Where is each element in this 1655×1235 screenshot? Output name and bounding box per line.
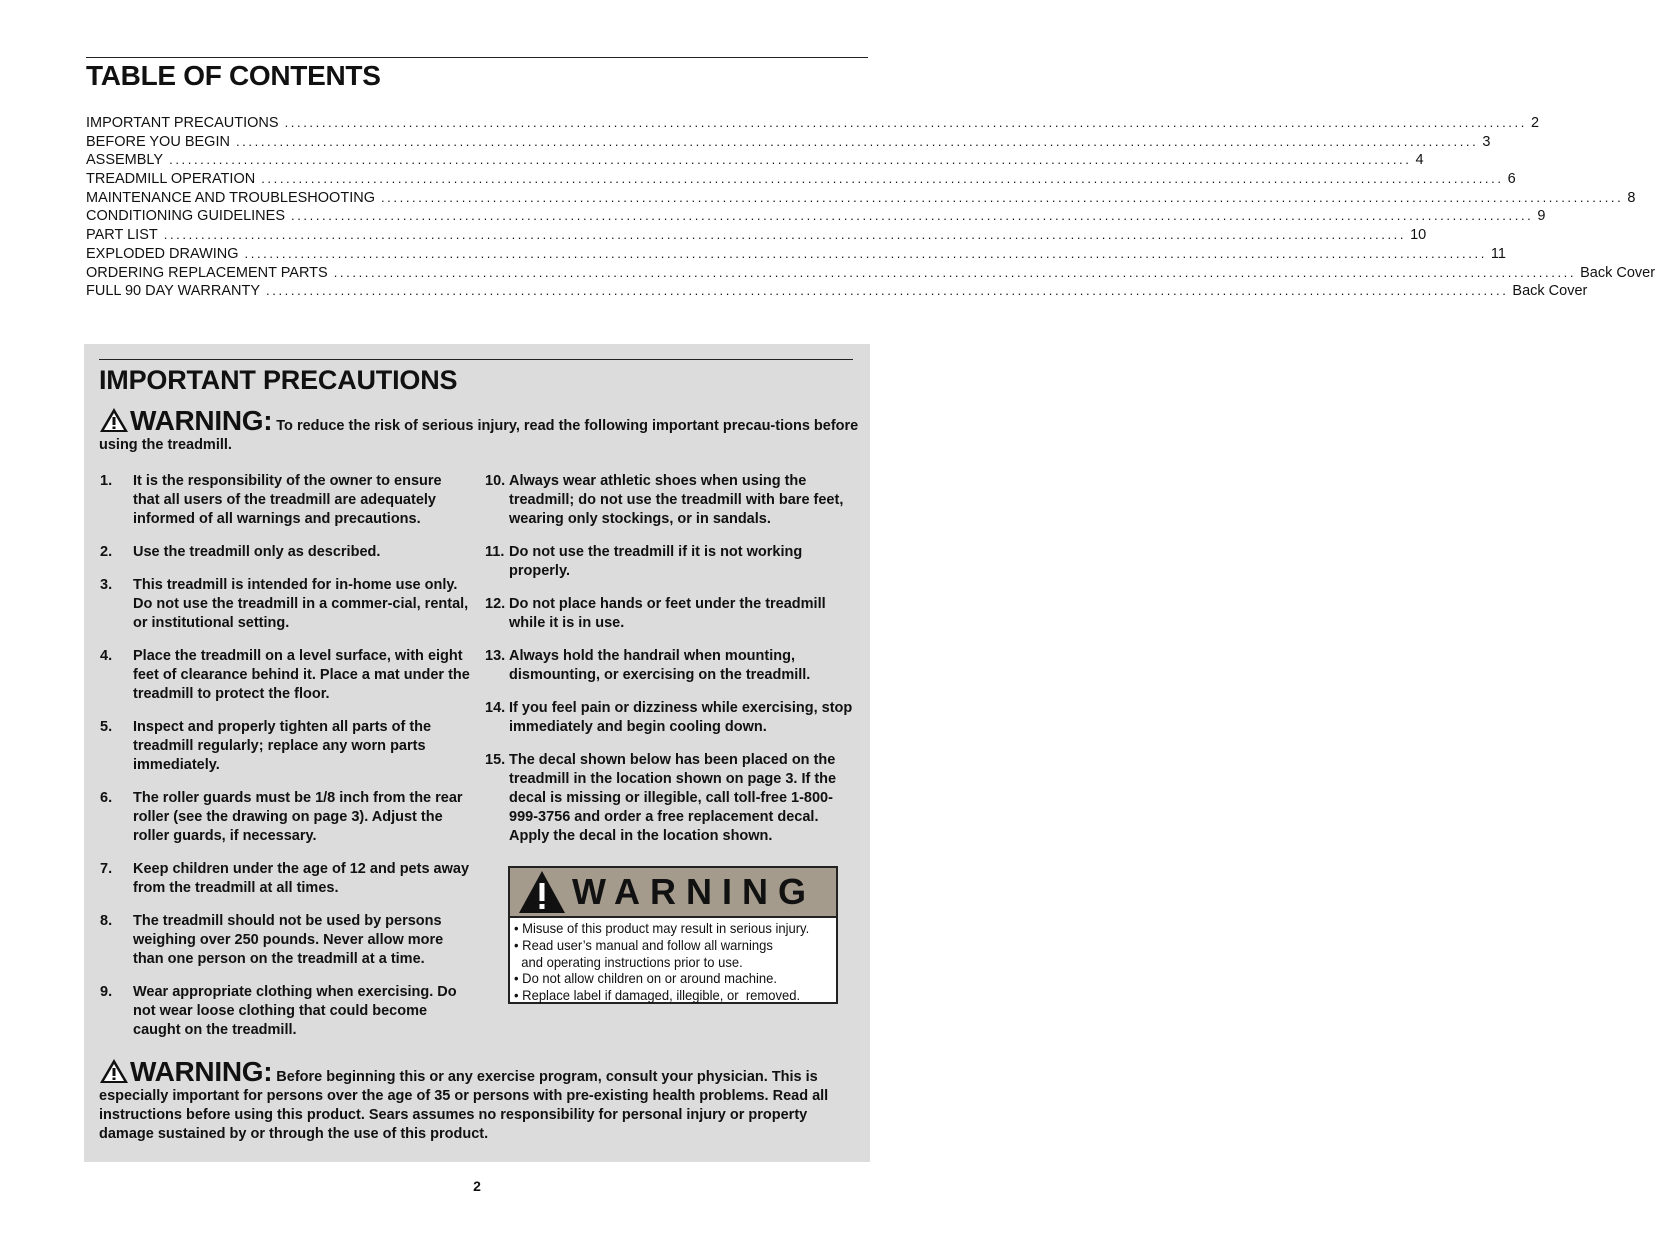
toc-entry [86,207,1546,226]
toc-entry-label: ORDERING REPLACEMENT PARTS [86,264,328,281]
precaution-number: 14. [485,700,506,716]
toc-entry-page: Back Cover [1580,264,1655,281]
warning-triangle-icon [99,407,129,433]
precaution-item [485,543,855,581]
decal-line: • Do not allow children on or around machine. [514,970,777,987]
decal-line: • Misuse of this product may result in serious injury. [514,920,810,936]
precaution-text: Place the treadmill on a level surface, with eight feet of clearance behind it. Place a mat under the treadmill to protect the floor. [133,648,470,702]
toc-entry-label: CONDITIONING GUIDELINES [86,208,285,225]
warning-label: WARNING: [130,1056,273,1087]
toc-entry [86,245,1506,264]
toc-entry [86,189,1636,208]
toc-dot-leader: ........................................................................................................................................................................................................ [261,171,1504,187]
precaution-text: If you feel pain or dizziness while exercising, stop immediately and begin cooling down. [509,700,853,735]
precaution-number: 6. [100,790,113,806]
precaution-item [485,472,855,529]
toc-title: TABLE OF CONTENTS [86,60,381,91]
precaution-text: Wear appropriate clothing when exercising. Do not wear loose clothing that could become caught on the treadmill. [133,984,457,1038]
precaution-item [98,472,472,529]
precaution-item [98,576,472,633]
precaution-item [485,699,855,737]
toc-entry [86,226,1427,245]
toc-entry-label: ASSEMBLY [86,152,164,169]
precautions-rule [99,359,853,360]
precaution-number: 4. [100,648,113,664]
warning-physician-text: Before beginning this or any exercise program, consult your physician. This is especially important for persons over the age of 35 or persons with pre-existing health problems. Read all instructions before using this product. Sears assumes no responsibility for personal injury or property damage sustained by or through the use of this product. [99,1069,829,1142]
warning-triangle-icon [99,1058,129,1084]
precaution-item [98,860,472,898]
precaution-number: 5. [100,719,113,735]
precaution-number: 15. [485,752,506,768]
toc-dot-leader: ........................................................................................................................................................................................................ [163,227,1407,243]
precaution-item [98,647,472,704]
toc-entry-page: 6 [1507,171,1516,188]
precaution-text: Always hold the handrail when mounting, dismounting, or exercising on the treadmill. [509,648,811,683]
toc-entry [86,133,1491,152]
warning-decal [508,866,838,1004]
toc-list [86,114,1655,301]
precaution-number: 9. [100,984,113,1000]
warning-intro-text: To reduce the risk of serious injury, read the following important precau-tions before using the treadmill. [99,418,859,453]
precaution-number: 11. [485,544,505,560]
precaution-number: 2. [100,544,113,560]
toc-entry-page: 2 [1530,115,1540,131]
precaution-number: 8. [100,913,113,929]
precaution-number: 10. [485,473,506,489]
toc-dot-leader: ........................................................................................................................................................................................................ [380,189,1624,205]
toc-entry-label: BEFORE YOU BEGIN [86,133,230,150]
precaution-item [98,718,472,775]
toc-entry [86,282,1588,301]
decal-header [510,868,836,918]
precaution-text: The roller guards must be 1/8 inch from the rear roller (see the drawing on page 3). Adjust the roller guards, if necessary. [133,790,463,844]
toc-dot-leader: ........................................................................................................................................................................................................ [235,133,1479,149]
precaution-text: The treadmill should not be used by persons weighing over 250 pounds. Never allow more than one person on the treadmill at a time. [133,913,444,967]
toc-dot-leader: ........................................................................................................................................................................................................ [266,283,1509,299]
decal-heading: WARNING [572,871,816,912]
toc-entry-label: IMPORTANT PRECAUTIONS [86,115,279,131]
toc-entry-label: EXPLODED DRAWING [86,245,239,262]
precaution-item [485,595,855,633]
toc-entry-page: 10 [1410,227,1427,244]
precaution-number: 3. [100,577,113,593]
decal-line: • Replace label if damaged, illegible, or removed. [514,987,801,1004]
toc-entry-label: FULL 90 DAY WARRANTY [86,283,261,300]
precaution-text: Always wear athletic shoes when using the treadmill; do not use the treadmill with bare feet, wearing only stockings, or in sandals. [509,473,844,527]
precaution-item [485,751,855,846]
toc-entry-page: 8 [1627,189,1636,206]
toc-entry [86,151,1424,170]
precaution-number: 12. [485,596,506,612]
precaution-number: 1. [100,473,113,489]
precaution-item [485,647,855,685]
page-number: 2 [473,1178,481,1194]
toc-entry-page: 4 [1415,152,1424,169]
toc-entry [86,170,1516,189]
precaution-text: Use the treadmill only as described. [133,544,381,560]
warning-intro [99,407,859,455]
toc-dot-leader: ........................................................................................................................................................................................................ [284,115,1527,130]
precaution-text: The decal shown below has been placed on the treadmill in the location shown on page 3. If the decal is missing or illegible, call toll-free 1-800-999-3756 and order a free replacement decal. Apply the decal in the location shown. [509,752,837,844]
decal-line: and operating instructions prior to use. [514,953,743,970]
toc-entry-page: 11 [1490,245,1506,262]
toc-dot-leader: ........................................................................................................................................................................................................ [291,208,1534,224]
toc-entry-page: Back Cover [1512,283,1588,300]
toc-dot-leader: ........................................................................................................................................................................................................ [333,264,1577,280]
precaution-item [98,543,472,562]
precaution-number: 7. [100,861,113,877]
precaution-text: Inspect and properly tighten all parts of the treadmill regularly; replace any worn parts immediately. [133,719,432,773]
decal-lines [510,918,836,1004]
warning-physician [99,1058,859,1144]
precaution-text: Do not place hands or feet under the treadmill while it is in use. [509,596,826,631]
toc-dot-leader: ........................................................................................................................................................................................................ [244,245,1487,261]
decal-warning-triangle-icon [518,870,566,914]
toc-entry-label: MAINTENANCE AND TROUBLESHOOTING [86,189,375,206]
precautions-title: IMPORTANT PRECAUTIONS [99,365,458,395]
warning-label: WARNING: [130,405,273,436]
precautions-left-column [98,472,472,1054]
precaution-text: This treadmill is intended for in-home use only. Do not use the treadmill in a commer-cial, rental, or institutional setting. [133,577,469,631]
precaution-item [98,983,472,1040]
decal-line: • Read user’s manual and follow all warnings [514,936,773,953]
toc-entry-page: 3 [1482,133,1491,150]
precaution-text: Keep children under the age of 12 and pets away from the treadmill at all times. [133,861,470,896]
precaution-text: Do not use the treadmill if it is not working properly. [509,544,803,579]
toc-entry-label: PART LIST [86,227,158,244]
precaution-item [98,789,472,846]
toc-entry [86,114,1540,133]
precautions-panel [84,344,870,1162]
toc-entry-page: 9 [1537,208,1546,225]
toc-entry-label: TREADMILL OPERATION [86,171,256,188]
precautions-right-column [485,472,855,860]
toc-entry [86,264,1655,283]
precaution-item [98,912,472,969]
precaution-text: It is the responsibility of the owner to ensure that all users of the treadmill are adequately informed of all warnings and precautions. [133,473,442,527]
precaution-number: 13. [485,648,506,664]
toc-dot-leader: ........................................................................................................................................................................................................ [169,152,1412,168]
